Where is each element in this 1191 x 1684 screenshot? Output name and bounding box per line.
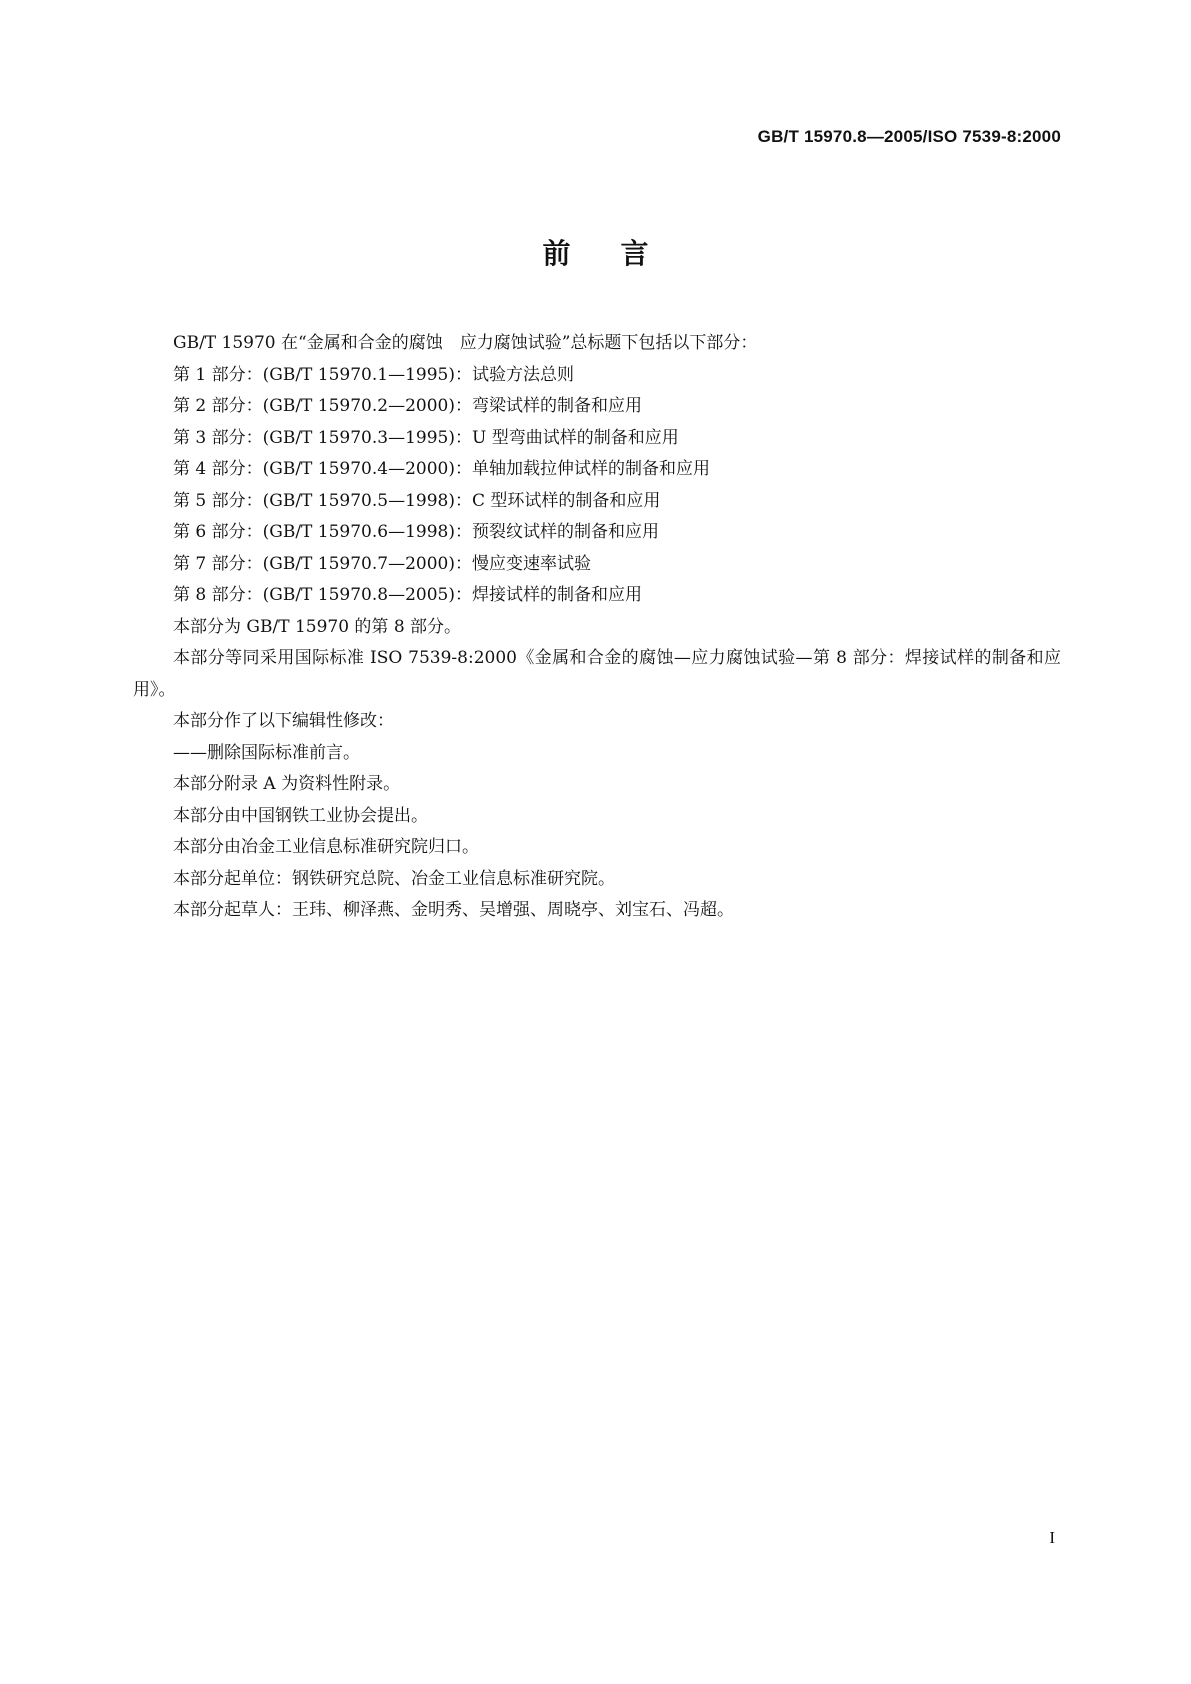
list-item-part-5: 第 5 部分：(GB/T 15970.5—1998)：C 型环试样的制备和应用: [173, 490, 661, 511]
paragraph-adoption: 本部分等同采用国际标准 ISO 7539-8:2000《金属和合金的腐蚀—应力腐蚀试验—第 8 部分：焊接试样的制备和应用》。: [133, 648, 1061, 700]
paragraph-centralized-by: 本部分由冶金工业信息标准研究院归口。: [173, 837, 479, 857]
standard-code: GB/T 15970.8—2005/ISO 7539-8:2000: [757, 127, 1061, 146]
paragraph-drafting-units: 本部分起单位：钢铁研究总院、冶金工业信息标准研究院。: [173, 868, 615, 889]
page-title: 前言: [542, 237, 699, 270]
list-item-part-7: 第 7 部分：(GB/T 15970.7—2000)：慢应变速率试验: [173, 553, 591, 574]
list-item-part-4: 第 4 部分：(GB/T 15970.4—2000)：单轴加载拉伸试样的制备和应用: [173, 459, 710, 479]
list-item-part-6: 第 6 部分：(GB/T 15970.6—1998)：预裂纹试样的制备和应用: [173, 522, 659, 542]
page-number: I: [1049, 1528, 1055, 1547]
paragraph-edits: 本部分作了以下编辑性修改：: [173, 711, 394, 731]
paragraph-part-statement: 本部分为 GB/T 15970 的第 8 部分。: [173, 616, 462, 637]
list-item-part-3: 第 3 部分：(GB/T 15970.3—1995)：U 型弯曲试样的制备和应用: [173, 427, 679, 448]
paragraph-proposed-by: 本部分由中国钢铁工业协会提出。: [173, 805, 428, 826]
list-item-part-8: 第 8 部分：(GB/T 15970.8—2005)：焊接试样的制备和应用: [173, 585, 642, 605]
paragraph-annex: 本部分附录 A 为资料性附录。: [173, 774, 401, 794]
paragraph-intro: GB/T 15970 在“金属和合金的腐蚀 应力腐蚀试验”总标题下包括以下部分：: [173, 333, 758, 353]
list-item-part-1: 第 1 部分：(GB/T 15970.1—1995)：试验方法总则: [173, 364, 574, 385]
list-item-part-2: 第 2 部分：(GB/T 15970.2—2000)：弯梁试样的制备和应用: [173, 396, 642, 416]
paragraph-edit-item: ——删除国际标准前言。: [173, 742, 360, 763]
paragraph-drafters: 本部分起草人：王玮、柳泽燕、金明秀、吴增强、周晓亭、刘宝石、冯超。: [173, 900, 734, 920]
foreword-body: [133, 328, 1061, 927]
